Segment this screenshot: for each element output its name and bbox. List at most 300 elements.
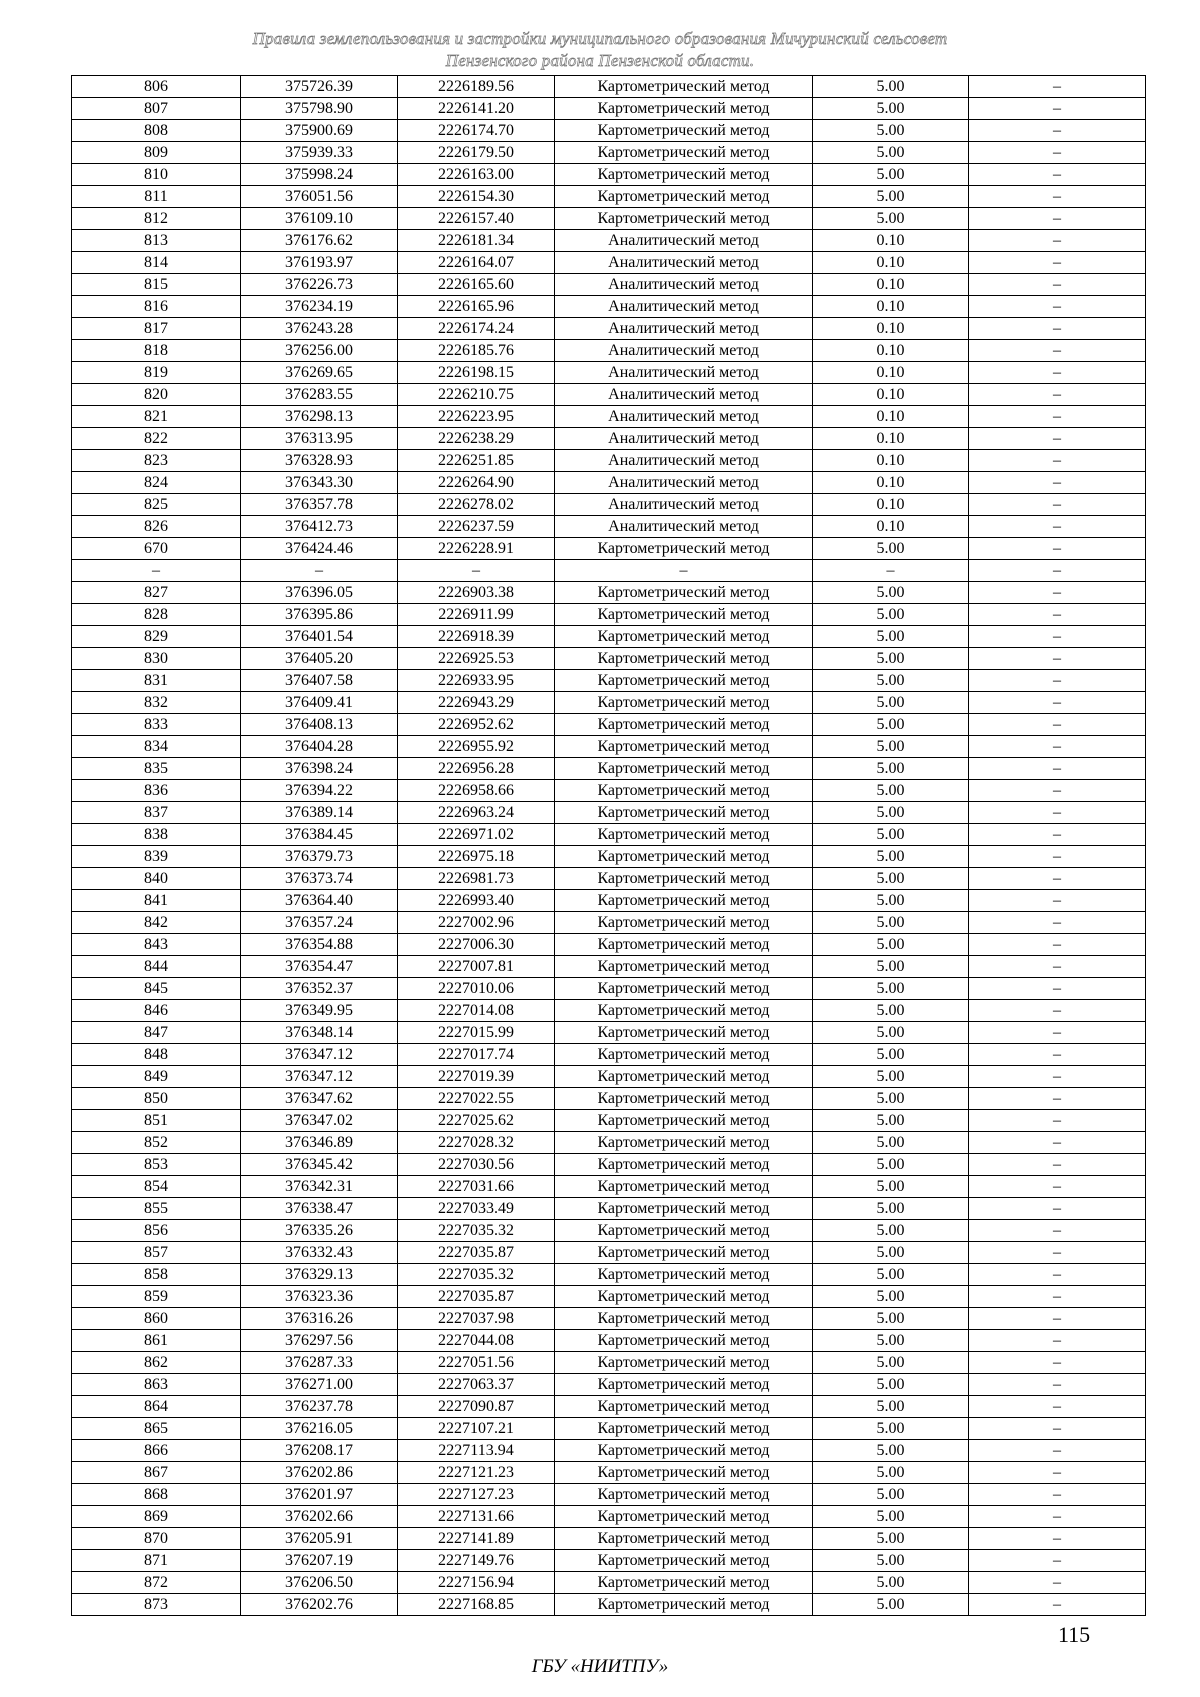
x-coordinate-cell: 376202.66: [241, 1506, 398, 1528]
x-coordinate-cell: 376243.28: [241, 318, 398, 340]
accuracy-cell: 5.00: [813, 1506, 969, 1528]
table-row: [72, 164, 1146, 186]
point-number-cell: 833: [72, 714, 241, 736]
y-coordinate-cell: 2226918.39: [398, 626, 555, 648]
accuracy-cell: 5.00: [813, 1528, 969, 1550]
method-cell: Картометрический метод: [555, 1176, 813, 1198]
y-coordinate-cell: 2227156.94: [398, 1572, 555, 1594]
accuracy-cell: 5.00: [813, 956, 969, 978]
table-row: [72, 1330, 1146, 1352]
table-row: [72, 714, 1146, 736]
point-number-cell: 821: [72, 406, 241, 428]
method-cell: Картометрический метод: [555, 76, 813, 98]
y-coordinate-cell: 2226181.34: [398, 230, 555, 252]
y-coordinate-cell: –: [398, 560, 555, 582]
table-row: [72, 1374, 1146, 1396]
note-cell: –: [969, 384, 1146, 406]
note-cell: –: [969, 1066, 1146, 1088]
y-coordinate-cell: 2227063.37: [398, 1374, 555, 1396]
accuracy-cell: 5.00: [813, 670, 969, 692]
accuracy-cell: 5.00: [813, 164, 969, 186]
x-coordinate-cell: 376207.19: [241, 1550, 398, 1572]
y-coordinate-cell: 2226237.59: [398, 516, 555, 538]
y-coordinate-cell: 2226971.02: [398, 824, 555, 846]
x-coordinate-cell: 376401.54: [241, 626, 398, 648]
note-cell: –: [969, 318, 1146, 340]
method-cell: Картометрический метод: [555, 1462, 813, 1484]
x-coordinate-cell: 376412.73: [241, 516, 398, 538]
x-coordinate-cell: 376354.88: [241, 934, 398, 956]
note-cell: –: [969, 208, 1146, 230]
note-cell: –: [969, 1440, 1146, 1462]
method-cell: Картометрический метод: [555, 1308, 813, 1330]
table-row: [72, 604, 1146, 626]
note-cell: –: [969, 1374, 1146, 1396]
method-cell: Картометрический метод: [555, 1396, 813, 1418]
table-row: [72, 582, 1146, 604]
accuracy-cell: 5.00: [813, 736, 969, 758]
x-coordinate-cell: 376287.33: [241, 1352, 398, 1374]
y-coordinate-cell: 2226975.18: [398, 846, 555, 868]
method-cell: Картометрический метод: [555, 1198, 813, 1220]
table-row: [72, 1352, 1146, 1374]
note-cell: –: [969, 1044, 1146, 1066]
point-number-cell: 855: [72, 1198, 241, 1220]
note-cell: –: [969, 758, 1146, 780]
x-coordinate-cell: 376256.00: [241, 340, 398, 362]
x-coordinate-cell: 376347.02: [241, 1110, 398, 1132]
note-cell: –: [969, 1352, 1146, 1374]
y-coordinate-cell: 2227002.96: [398, 912, 555, 934]
y-coordinate-cell: 2226903.38: [398, 582, 555, 604]
note-cell: –: [969, 890, 1146, 912]
y-coordinate-cell: 2226189.56: [398, 76, 555, 98]
point-number-cell: 845: [72, 978, 241, 1000]
x-coordinate-cell: 376347.12: [241, 1044, 398, 1066]
x-coordinate-cell: 376201.97: [241, 1484, 398, 1506]
x-coordinate-cell: –: [241, 560, 398, 582]
point-number-cell: 843: [72, 934, 241, 956]
y-coordinate-cell: 2226955.92: [398, 736, 555, 758]
y-coordinate-cell: 2226210.75: [398, 384, 555, 406]
accuracy-cell: 5.00: [813, 1132, 969, 1154]
y-coordinate-cell: 2226157.40: [398, 208, 555, 230]
accuracy-cell: 5.00: [813, 714, 969, 736]
y-coordinate-cell: 2226174.24: [398, 318, 555, 340]
point-number-cell: 842: [72, 912, 241, 934]
x-coordinate-cell: 376345.42: [241, 1154, 398, 1176]
table-row: [72, 230, 1146, 252]
note-cell: –: [969, 912, 1146, 934]
note-cell: –: [969, 692, 1146, 714]
method-cell: Аналитический метод: [555, 406, 813, 428]
accuracy-cell: 5.00: [813, 1220, 969, 1242]
y-coordinate-cell: 2227035.87: [398, 1242, 555, 1264]
x-coordinate-cell: 375998.24: [241, 164, 398, 186]
note-cell: –: [969, 296, 1146, 318]
point-number-cell: 871: [72, 1550, 241, 1572]
method-cell: Картометрический метод: [555, 626, 813, 648]
y-coordinate-cell: 2227028.32: [398, 1132, 555, 1154]
table-row: [72, 1528, 1146, 1550]
x-coordinate-cell: 376328.93: [241, 450, 398, 472]
method-cell: Картометрический метод: [555, 1330, 813, 1352]
table-row: [72, 428, 1146, 450]
x-coordinate-cell: 376348.14: [241, 1022, 398, 1044]
table-row: [72, 340, 1146, 362]
accuracy-cell: 5.00: [813, 1352, 969, 1374]
table-row: [72, 692, 1146, 714]
note-cell: –: [969, 560, 1146, 582]
method-cell: Картометрический метод: [555, 186, 813, 208]
point-number-cell: 829: [72, 626, 241, 648]
table-row: [72, 384, 1146, 406]
note-cell: –: [969, 846, 1146, 868]
y-coordinate-cell: 2227127.23: [398, 1484, 555, 1506]
x-coordinate-cell: 376373.74: [241, 868, 398, 890]
accuracy-cell: 5.00: [813, 1484, 969, 1506]
table-row: [72, 1198, 1146, 1220]
point-number-cell: 857: [72, 1242, 241, 1264]
table-row: [72, 626, 1146, 648]
x-coordinate-cell: 376283.55: [241, 384, 398, 406]
point-number-cell: 822: [72, 428, 241, 450]
table-row: [72, 76, 1146, 98]
accuracy-cell: 5.00: [813, 120, 969, 142]
y-coordinate-cell: 2226174.70: [398, 120, 555, 142]
method-cell: Картометрический метод: [555, 1352, 813, 1374]
table-row: [72, 1484, 1146, 1506]
method-cell: Картометрический метод: [555, 1000, 813, 1022]
note-cell: –: [969, 1286, 1146, 1308]
accuracy-cell: 0.10: [813, 472, 969, 494]
table-row: [72, 186, 1146, 208]
point-number-cell: 819: [72, 362, 241, 384]
x-coordinate-cell: 376316.26: [241, 1308, 398, 1330]
point-number-cell: 831: [72, 670, 241, 692]
accuracy-cell: 5.00: [813, 1198, 969, 1220]
method-cell: Аналитический метод: [555, 494, 813, 516]
y-coordinate-cell: 2227090.87: [398, 1396, 555, 1418]
method-cell: Аналитический метод: [555, 362, 813, 384]
accuracy-cell: 5.00: [813, 186, 969, 208]
point-number-cell: 827: [72, 582, 241, 604]
x-coordinate-cell: 376404.28: [241, 736, 398, 758]
x-coordinate-cell: 376346.89: [241, 1132, 398, 1154]
method-cell: Картометрический метод: [555, 1154, 813, 1176]
x-coordinate-cell: 376342.31: [241, 1176, 398, 1198]
method-cell: Картометрический метод: [555, 692, 813, 714]
table-row: [72, 362, 1146, 384]
point-number-cell: 813: [72, 230, 241, 252]
method-cell: Картометрический метод: [555, 846, 813, 868]
method-cell: Картометрический метод: [555, 1044, 813, 1066]
accuracy-cell: 5.00: [813, 1572, 969, 1594]
table-row: [72, 1396, 1146, 1418]
table-row: [72, 406, 1146, 428]
accuracy-cell: 5.00: [813, 1418, 969, 1440]
method-cell: Картометрический метод: [555, 1264, 813, 1286]
x-coordinate-cell: 376408.13: [241, 714, 398, 736]
table-row: [72, 296, 1146, 318]
point-number-cell: 840: [72, 868, 241, 890]
note-cell: –: [969, 1022, 1146, 1044]
y-coordinate-cell: 2227019.39: [398, 1066, 555, 1088]
x-coordinate-cell: 376357.24: [241, 912, 398, 934]
y-coordinate-cell: 2226943.29: [398, 692, 555, 714]
method-cell: Картометрический метод: [555, 1594, 813, 1616]
table-row: [72, 208, 1146, 230]
accuracy-cell: 0.10: [813, 362, 969, 384]
accuracy-cell: 5.00: [813, 780, 969, 802]
point-number-cell: 825: [72, 494, 241, 516]
table-row: [72, 1154, 1146, 1176]
point-number-cell: 865: [72, 1418, 241, 1440]
note-cell: –: [969, 406, 1146, 428]
note-cell: –: [969, 714, 1146, 736]
method-cell: Картометрический метод: [555, 1088, 813, 1110]
x-coordinate-cell: 375798.90: [241, 98, 398, 120]
table-row: [72, 252, 1146, 274]
accuracy-cell: 5.00: [813, 538, 969, 560]
method-cell: Картометрический метод: [555, 736, 813, 758]
x-coordinate-cell: 376205.91: [241, 1528, 398, 1550]
method-cell: Картометрический метод: [555, 648, 813, 670]
header-line-2: Пензенского района Пензенской области.: [445, 51, 755, 70]
note-cell: –: [969, 1088, 1146, 1110]
method-cell: Картометрический метод: [555, 208, 813, 230]
accuracy-cell: 5.00: [813, 1110, 969, 1132]
header-line-1: Правила землепользования и застройки муниципального образования Мичуринский сельсовет: [252, 29, 948, 48]
table-row: [72, 846, 1146, 868]
table-row: [72, 1308, 1146, 1330]
y-coordinate-cell: 2227107.21: [398, 1418, 555, 1440]
y-coordinate-cell: 2227121.23: [398, 1462, 555, 1484]
table-row: [72, 472, 1146, 494]
method-cell: Картометрический метод: [555, 912, 813, 934]
note-cell: –: [969, 1264, 1146, 1286]
note-cell: –: [969, 1308, 1146, 1330]
y-coordinate-cell: 2226165.96: [398, 296, 555, 318]
accuracy-cell: 5.00: [813, 824, 969, 846]
note-cell: –: [969, 1462, 1146, 1484]
accuracy-cell: 0.10: [813, 296, 969, 318]
note-cell: –: [969, 472, 1146, 494]
table-row: [72, 318, 1146, 340]
table-row: [72, 670, 1146, 692]
y-coordinate-cell: 2226958.66: [398, 780, 555, 802]
point-number-cell: 830: [72, 648, 241, 670]
point-number-cell: 850: [72, 1088, 241, 1110]
method-cell: Картометрический метод: [555, 1484, 813, 1506]
point-number-cell: 832: [72, 692, 241, 714]
point-number-cell: 864: [72, 1396, 241, 1418]
x-coordinate-cell: 376176.62: [241, 230, 398, 252]
x-coordinate-cell: 376051.56: [241, 186, 398, 208]
point-number-cell: 869: [72, 1506, 241, 1528]
x-coordinate-cell: 376343.30: [241, 472, 398, 494]
note-cell: –: [969, 120, 1146, 142]
note-cell: –: [969, 1396, 1146, 1418]
x-coordinate-cell: 376193.97: [241, 252, 398, 274]
x-coordinate-cell: 376329.13: [241, 1264, 398, 1286]
method-cell: Картометрический метод: [555, 98, 813, 120]
y-coordinate-cell: 2226981.73: [398, 868, 555, 890]
table-row: [72, 1110, 1146, 1132]
table-row: [72, 1286, 1146, 1308]
y-coordinate-cell: 2226933.95: [398, 670, 555, 692]
note-cell: –: [969, 1330, 1146, 1352]
accuracy-cell: 5.00: [813, 98, 969, 120]
point-number-cell: 870: [72, 1528, 241, 1550]
method-cell: Картометрический метод: [555, 714, 813, 736]
point-number-cell: 839: [72, 846, 241, 868]
accuracy-cell: 5.00: [813, 76, 969, 98]
note-cell: –: [969, 802, 1146, 824]
table-row: [72, 1176, 1146, 1198]
note-cell: –: [969, 1220, 1146, 1242]
method-cell: Картометрический метод: [555, 670, 813, 692]
note-cell: –: [969, 164, 1146, 186]
accuracy-cell: 5.00: [813, 1330, 969, 1352]
method-cell: Картометрический метод: [555, 758, 813, 780]
accuracy-cell: 5.00: [813, 1000, 969, 1022]
table-row: [72, 516, 1146, 538]
point-number-cell: 817: [72, 318, 241, 340]
method-cell: Аналитический метод: [555, 296, 813, 318]
point-number-cell: 866: [72, 1440, 241, 1462]
point-number-cell: 815: [72, 274, 241, 296]
note-cell: –: [969, 670, 1146, 692]
table-row: [72, 758, 1146, 780]
y-coordinate-cell: 2227051.56: [398, 1352, 555, 1374]
method-cell: Картометрический метод: [555, 1550, 813, 1572]
x-coordinate-cell: 376269.65: [241, 362, 398, 384]
point-number-cell: 818: [72, 340, 241, 362]
method-cell: Картометрический метод: [555, 978, 813, 1000]
accuracy-cell: 5.00: [813, 582, 969, 604]
y-coordinate-cell: 2227044.08: [398, 1330, 555, 1352]
accuracy-cell: 5.00: [813, 802, 969, 824]
y-coordinate-cell: 2226238.29: [398, 428, 555, 450]
y-coordinate-cell: 2227022.55: [398, 1088, 555, 1110]
accuracy-cell: 5.00: [813, 758, 969, 780]
note-cell: –: [969, 252, 1146, 274]
note-cell: –: [969, 736, 1146, 758]
method-cell: Картометрический метод: [555, 1418, 813, 1440]
x-coordinate-cell: 376202.86: [241, 1462, 398, 1484]
method-cell: Картометрический метод: [555, 604, 813, 626]
note-cell: –: [969, 824, 1146, 846]
table-row: [72, 98, 1146, 120]
table-row: [72, 1418, 1146, 1440]
method-cell: Картометрический метод: [555, 1132, 813, 1154]
x-coordinate-cell: 376313.95: [241, 428, 398, 450]
x-coordinate-cell: 376349.95: [241, 1000, 398, 1022]
accuracy-cell: 5.00: [813, 846, 969, 868]
point-number-cell: 807: [72, 98, 241, 120]
note-cell: –: [969, 1154, 1146, 1176]
x-coordinate-cell: 376407.58: [241, 670, 398, 692]
method-cell: Аналитический метод: [555, 340, 813, 362]
method-cell: Картометрический метод: [555, 890, 813, 912]
method-cell: Картометрический метод: [555, 1528, 813, 1550]
point-number-cell: 862: [72, 1352, 241, 1374]
method-cell: Картометрический метод: [555, 1440, 813, 1462]
accuracy-cell: 5.00: [813, 934, 969, 956]
y-coordinate-cell: 2226185.76: [398, 340, 555, 362]
accuracy-cell: 0.10: [813, 274, 969, 296]
y-coordinate-cell: 2226911.99: [398, 604, 555, 626]
accuracy-cell: 0.10: [813, 406, 969, 428]
x-coordinate-cell: 376357.78: [241, 494, 398, 516]
note-cell: –: [969, 780, 1146, 802]
y-coordinate-cell: 2227031.66: [398, 1176, 555, 1198]
table-row: [72, 1264, 1146, 1286]
note-cell: –: [969, 340, 1146, 362]
point-number-cell: 838: [72, 824, 241, 846]
y-coordinate-cell: 2226228.91: [398, 538, 555, 560]
table-row: [72, 1594, 1146, 1616]
accuracy-cell: 5.00: [813, 1176, 969, 1198]
y-coordinate-cell: 2227010.06: [398, 978, 555, 1000]
point-number-cell: 816: [72, 296, 241, 318]
x-coordinate-cell: 376384.45: [241, 824, 398, 846]
method-cell: Картометрический метод: [555, 142, 813, 164]
note-cell: –: [969, 1198, 1146, 1220]
accuracy-cell: 0.10: [813, 494, 969, 516]
note-cell: –: [969, 978, 1146, 1000]
point-number-cell: 844: [72, 956, 241, 978]
y-coordinate-cell: 2227149.76: [398, 1550, 555, 1572]
point-number-cell: 851: [72, 1110, 241, 1132]
table-row: [72, 868, 1146, 890]
accuracy-cell: 5.00: [813, 1154, 969, 1176]
table-row: [72, 890, 1146, 912]
x-coordinate-cell: 376405.20: [241, 648, 398, 670]
note-cell: –: [969, 934, 1146, 956]
accuracy-cell: 0.10: [813, 428, 969, 450]
accuracy-cell: 0.10: [813, 252, 969, 274]
x-coordinate-cell: 376394.22: [241, 780, 398, 802]
accuracy-cell: 5.00: [813, 1308, 969, 1330]
table-row: [72, 912, 1146, 934]
note-cell: –: [969, 1594, 1146, 1616]
method-cell: Аналитический метод: [555, 274, 813, 296]
method-cell: Картометрический метод: [555, 1022, 813, 1044]
point-number-cell: 835: [72, 758, 241, 780]
x-coordinate-cell: 376335.26: [241, 1220, 398, 1242]
x-coordinate-cell: 376364.40: [241, 890, 398, 912]
point-number-cell: 823: [72, 450, 241, 472]
method-cell: Картометрический метод: [555, 956, 813, 978]
y-coordinate-cell: 2227131.66: [398, 1506, 555, 1528]
y-coordinate-cell: 2227033.49: [398, 1198, 555, 1220]
x-coordinate-cell: 376409.41: [241, 692, 398, 714]
point-number-cell: 812: [72, 208, 241, 230]
note-cell: –: [969, 1242, 1146, 1264]
y-coordinate-cell: 2226264.90: [398, 472, 555, 494]
method-cell: Картометрический метод: [555, 164, 813, 186]
accuracy-cell: 5.00: [813, 1022, 969, 1044]
point-number-cell: 809: [72, 142, 241, 164]
table-row: [72, 450, 1146, 472]
x-coordinate-cell: 376354.47: [241, 956, 398, 978]
point-number-cell: 824: [72, 472, 241, 494]
method-cell: Картометрический метод: [555, 780, 813, 802]
y-coordinate-cell: 2227006.30: [398, 934, 555, 956]
note-cell: –: [969, 538, 1146, 560]
